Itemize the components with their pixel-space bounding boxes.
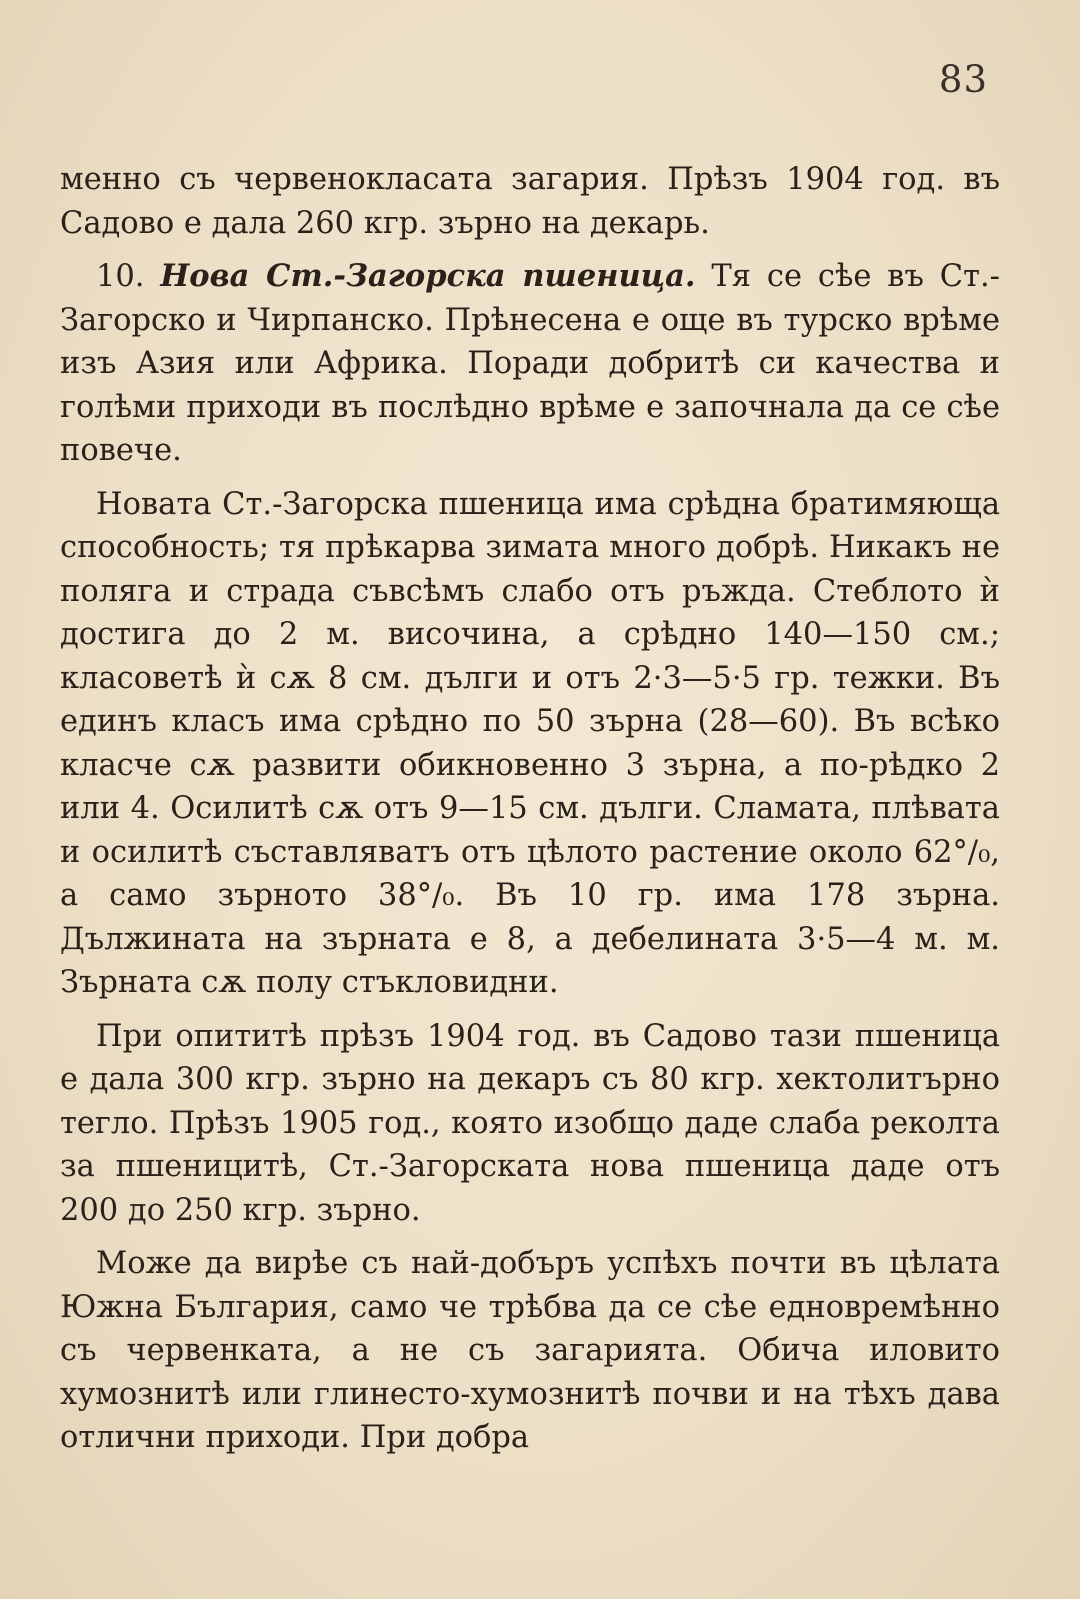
item-title: Нова Ст.-Загорска пшеница. [160,258,696,294]
paragraph-item-10 [60,255,1000,473]
item-number: 10. [96,259,145,294]
body-text [60,158,1000,1470]
page-number: 83 [938,58,988,101]
paragraph-growing: Може да вирѣе съ най-добъръ успѣхъ почти въ цѣлата Южна България, само че трѣбва да се сѣе едновремѣнно съ червенката, а не съ загарията. Обича иловито хумознитѣ или глинесто-хумознитѣ почви и на тѣхъ дава отлични приходи. При добра [60,1246,1000,1455]
item-text: Тя се сѣе въ Ст.-Загорско и Чирпанско. Прѣнесена е още въ турско врѣме изъ Азия или Африка. Поради добритѣ си качества и голѣми приходи въ послѣдно врѣме е започнала да се сѣе повече. [60,259,1000,468]
paragraph-characteristics: Новата Ст.-Загорска пшеница има срѣдна братимяюща способность; тя прѣкарва зимата много добрѣ. Никакъ не поляга и страда съвсѣмъ слабо отъ ръжда. Стеблото ѝ достига до 2 м. височина, а срѣдно 140—150 см.; класоветѣ ѝ сѫ 8 см. дълги и отъ 2·3—5·5 гр. тежки. Въ единъ класъ има срѣдно по 50 зърна (28—60). Въ всѣко класче сѫ развити обикновенно 3 зърна, а по-рѣдко 2 или 4. Осилитѣ сѫ отъ 9—15 см. дълги. Сламата, плѣвата и осилитѣ съставляватъ отъ цѣлото растение около 62°/₀, а само зърното 38°/₀. Въ 10 гр. има 178 зърна. Дължината на зърната е 8, а дебелината 3·5—4 м. м. Зърната сѫ полу стъкловидни. [60,486,1000,1000]
paragraph-trials: При опититѣ прѣзъ 1904 год. въ Садово тази пшеница е дала 300 кгр. зърно на декаръ съ 80 кгр. хектолитърно тегло. Прѣзъ 1905 год., която изобщо даде слаба реколта за пшеницитѣ, Ст.-Загорската нова пшеница даде отъ 200 до 250 кгр. зърно. [60,1018,1000,1228]
paragraph-continuation: менно съ червенокласата загария. Прѣзъ 1904 год. въ Садово е дала 260 кгр. зърно на декарь. [60,162,1000,241]
